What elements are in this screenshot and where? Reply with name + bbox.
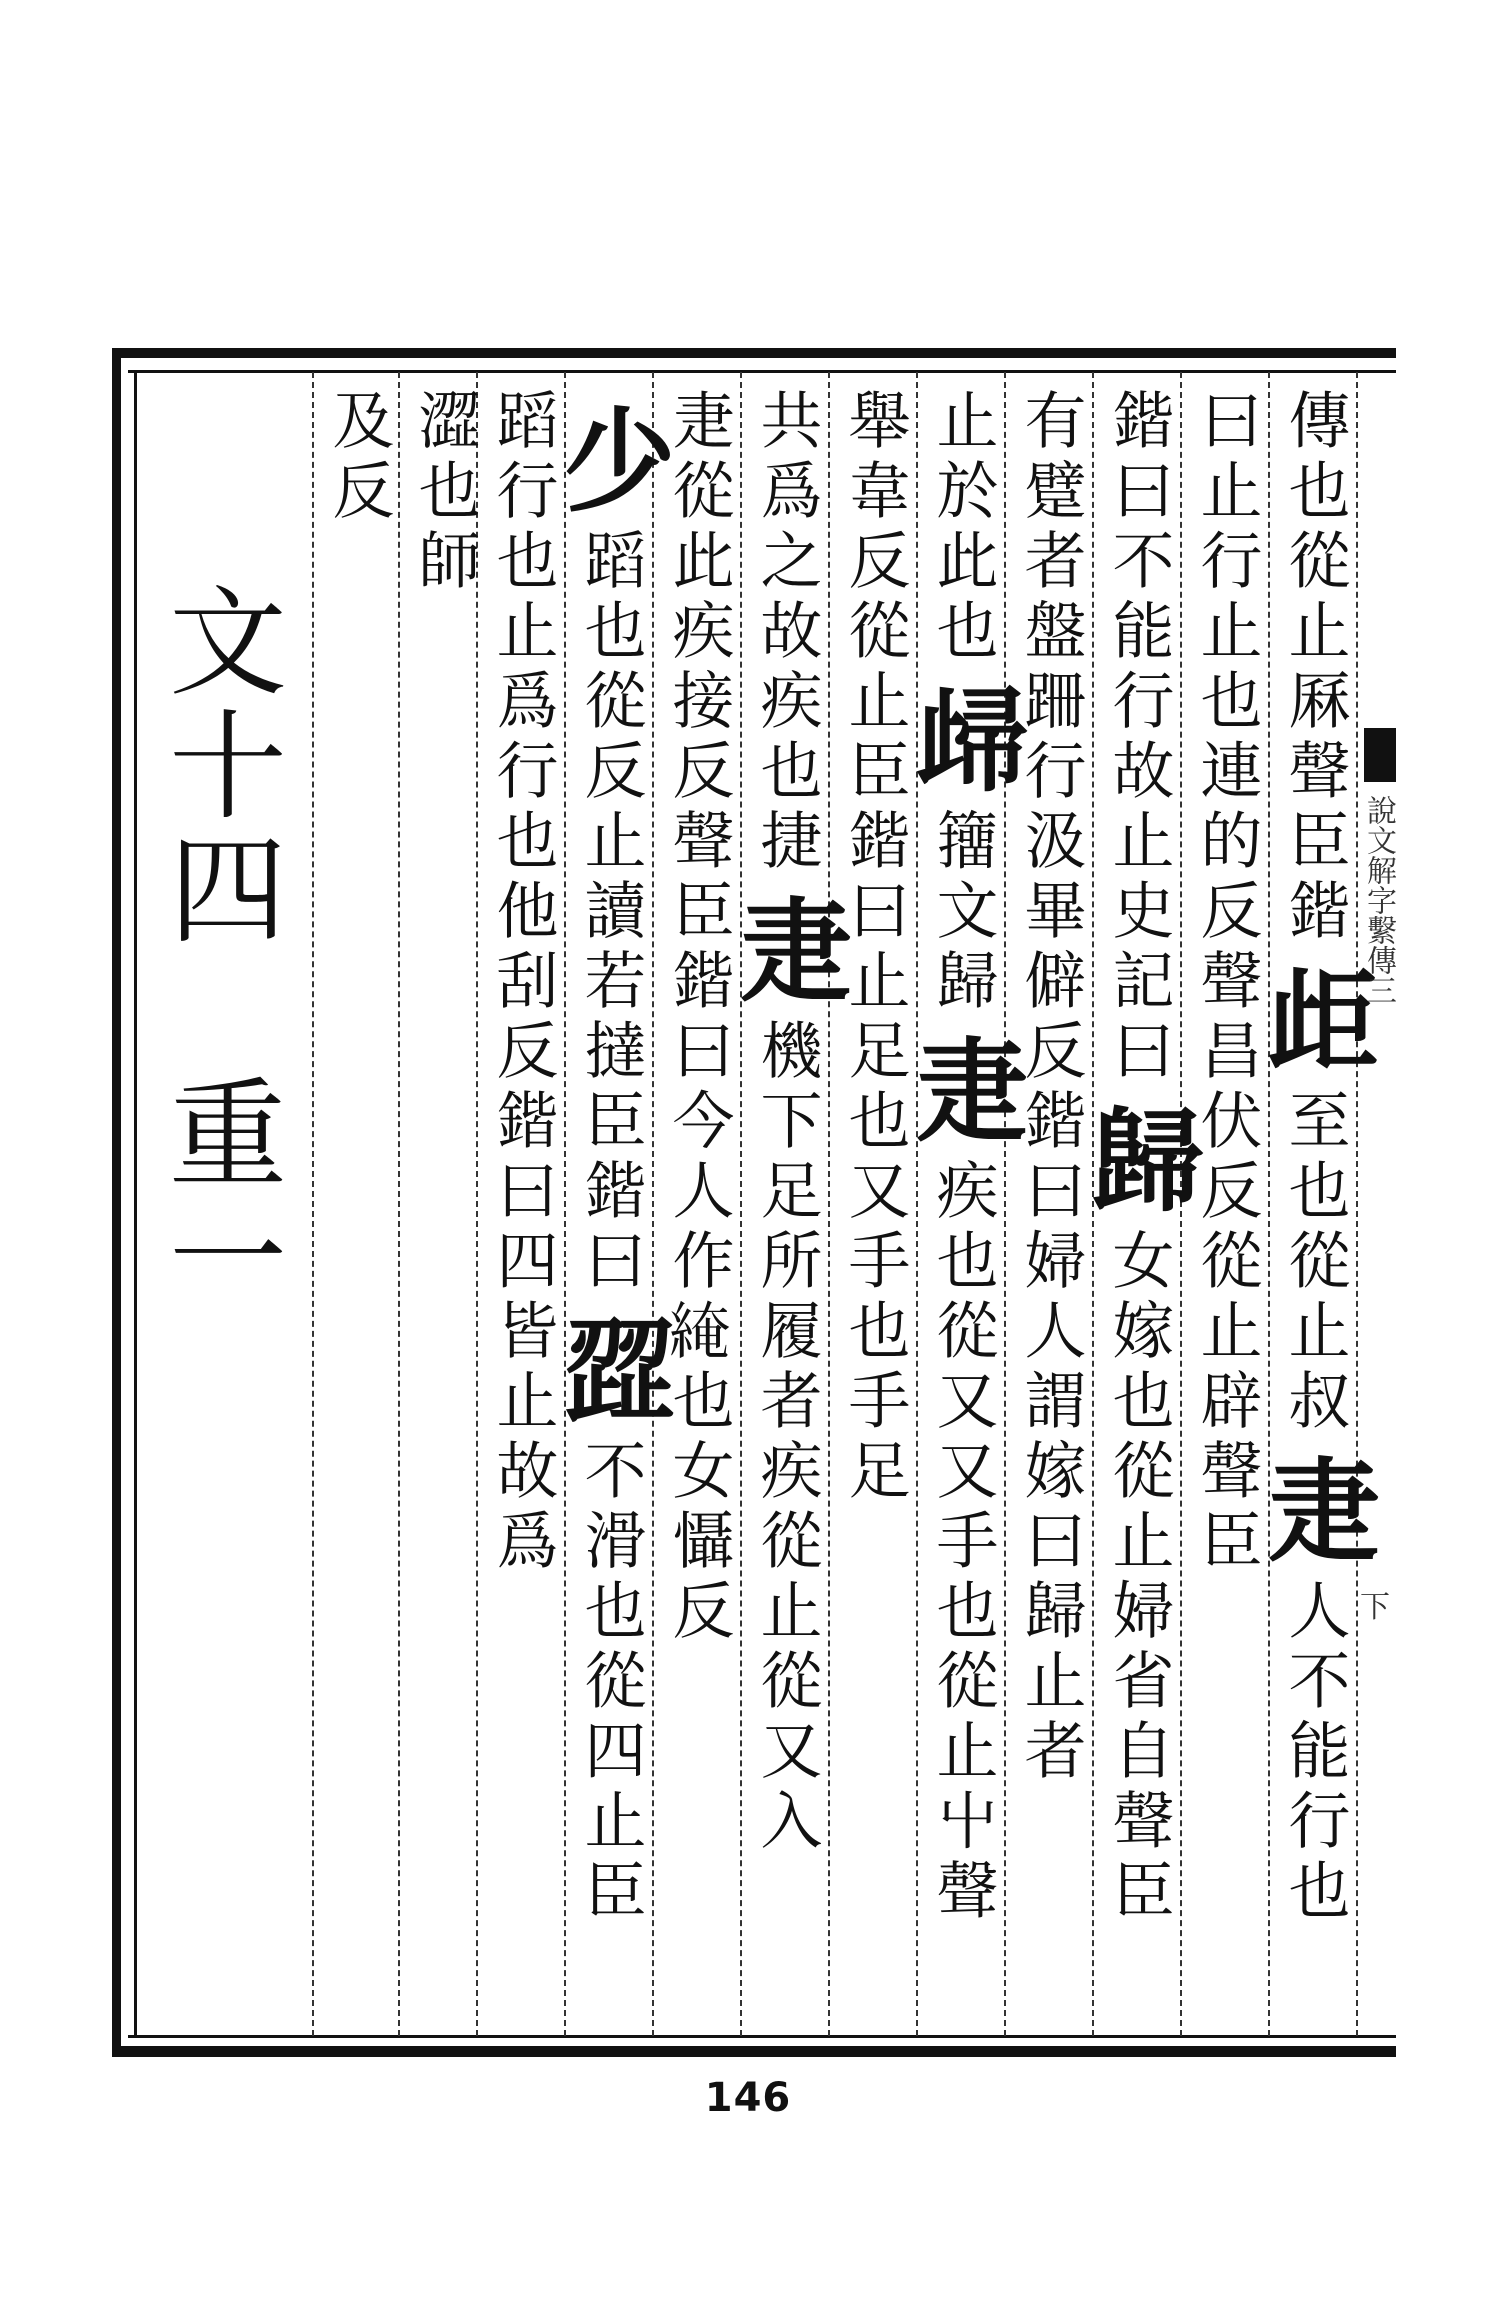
gloss-text: 籒文歸 bbox=[926, 808, 999, 1018]
column-divider bbox=[916, 372, 918, 2036]
gloss-text: 人不能行也 bbox=[1278, 1578, 1351, 1928]
seal-script-headword: 歰 bbox=[545, 1312, 675, 1424]
gloss-text: 及反 bbox=[322, 388, 395, 528]
seal-script-headword: 歫 bbox=[1249, 962, 1379, 1074]
gloss-text: 曰止行止也連的反 bbox=[1190, 388, 1263, 948]
column-divider bbox=[828, 372, 830, 2036]
gloss-text: 聲昌伏反 bbox=[1190, 948, 1263, 1228]
text-column bbox=[1073, 388, 1203, 1928]
frame-top-border bbox=[112, 348, 1396, 358]
text-column bbox=[316, 388, 400, 528]
gloss-text: 鍇曰不能行故止史記曰 bbox=[1102, 388, 1175, 1088]
text-column bbox=[721, 388, 851, 1858]
count-label: 文十四 bbox=[149, 580, 287, 952]
column-divider bbox=[564, 372, 566, 2036]
gloss-text: 蹈也從反止讀若撻臣鍇曰 bbox=[574, 528, 647, 1298]
gloss-text: 女嫁也從止婦省自聲臣 bbox=[1102, 1228, 1175, 1928]
gloss-text: 疌從此疾接反 bbox=[662, 388, 735, 808]
gloss-text: 聲臣鍇曰今人作𦁏也女懾反 bbox=[662, 808, 735, 1648]
seal-script-headword: 疌 bbox=[1249, 1452, 1379, 1564]
gloss-text: 從止 bbox=[838, 598, 911, 738]
seal-script-headword: 少 bbox=[545, 402, 675, 514]
gloss-text: 不滑也從四止臣 bbox=[574, 1438, 647, 1928]
seal-script-headword: 㱕 bbox=[897, 682, 1027, 794]
character-count-summary bbox=[149, 580, 287, 1320]
gloss-text: 機下足所履者疾從止從又入 bbox=[750, 1018, 823, 1858]
column-divider bbox=[312, 372, 314, 2036]
fish-tail-mark bbox=[1364, 728, 1396, 782]
book-title-margin: 說文解字繫傳三 bbox=[1361, 795, 1396, 1005]
gloss-text: 澀也師 bbox=[408, 388, 481, 598]
seal-script-headword: 疌 bbox=[897, 1032, 1027, 1144]
seal-script-headword: 疌 bbox=[721, 892, 851, 1004]
gloss-text: 至也從止叔 bbox=[1278, 1088, 1351, 1438]
gloss-text: 臣鍇曰止足也又手也手足 bbox=[838, 738, 911, 1508]
text-column bbox=[545, 388, 675, 1928]
column-divider bbox=[1356, 372, 1358, 2036]
seal-script-headword: 歸 bbox=[1073, 1102, 1203, 1214]
gloss-text: 鍇曰婦人謂嫁曰歸止者 bbox=[1014, 1088, 1087, 1788]
column-divider bbox=[1004, 372, 1006, 2036]
gloss-text: 鍇曰四皆止故爲 bbox=[486, 1088, 559, 1578]
text-column bbox=[480, 388, 564, 1578]
frame-bottom-inner-border bbox=[128, 2035, 1396, 2038]
gloss-text: 疾也從又又手也從止屮聲 bbox=[926, 1158, 999, 1928]
gloss-text: 傳也從止厤聲臣鍇 bbox=[1278, 388, 1351, 948]
text-column bbox=[402, 388, 486, 598]
frame-left-inner-border bbox=[134, 370, 137, 2038]
column-divider bbox=[398, 372, 400, 2036]
gloss-text: 舉韋反 bbox=[838, 388, 911, 598]
gloss-text: 止於此也 bbox=[926, 388, 999, 668]
gloss-text: 蹈行也止爲行也他刮反 bbox=[486, 388, 559, 1088]
page-number: 146 bbox=[704, 2075, 792, 2121]
column-divider bbox=[1268, 372, 1270, 2036]
gloss-text: 共爲之故疾也捷 bbox=[750, 388, 823, 878]
chong-label: 重一 bbox=[149, 1072, 287, 1320]
column-divider bbox=[740, 372, 742, 2036]
column-divider bbox=[476, 372, 478, 2036]
frame-top-inner-border bbox=[128, 370, 1396, 373]
text-column bbox=[897, 388, 1027, 1928]
frame-left-border bbox=[112, 348, 121, 2057]
gloss-text: 從止辟聲臣 bbox=[1190, 1228, 1263, 1578]
text-column bbox=[1184, 388, 1268, 1578]
gloss-text: 有躄者盤跚行汲畢僻反 bbox=[1014, 388, 1087, 1088]
text-column bbox=[656, 388, 740, 1648]
column-divider bbox=[652, 372, 654, 2036]
margin-mark: 下 bbox=[1360, 1590, 1390, 1625]
frame-bottom-border bbox=[112, 2046, 1396, 2057]
